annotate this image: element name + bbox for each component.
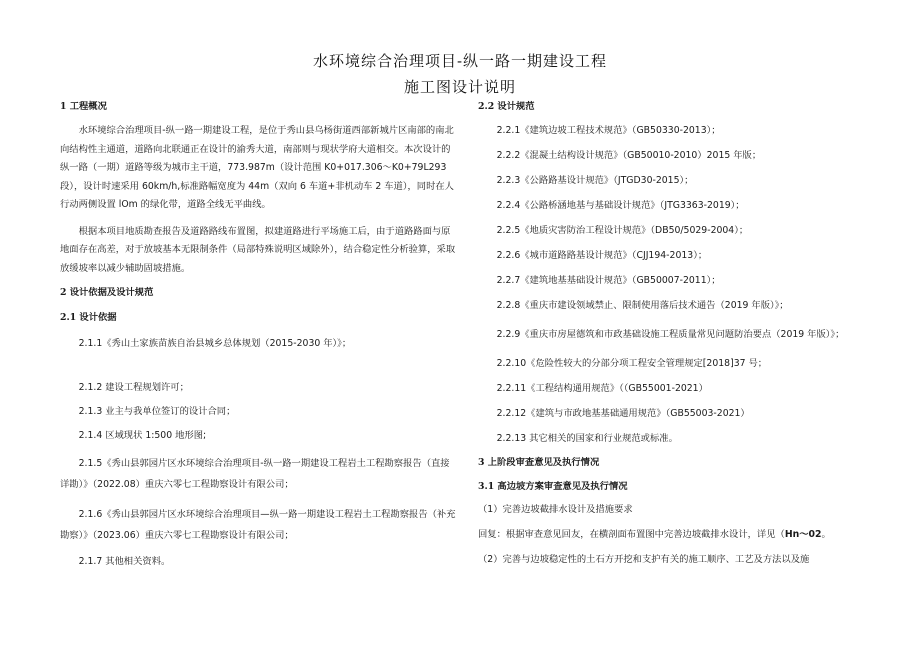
- list-item: 2.1.1《秀山土家族苗族自治县城乡总体规划（2015-2030 年）》；: [78, 338, 352, 349]
- list-item: 2.2.3《公路路基设计规范》（JTGD30-2015）；: [496, 175, 694, 186]
- list-item: 2.1.4 区域现状 1:500 地形图;: [78, 430, 207, 441]
- list-item: 2.2.4《公路桥涵地基与基础设计规范》（JTG3363-2019）；: [496, 200, 745, 211]
- document-subtitle: 施工图设计说明: [403, 78, 516, 96]
- review-reply-end: 。: [821, 529, 831, 540]
- document-title: 水环境综合治理项目-纵一路一期建设工程: [312, 52, 608, 70]
- list-item: 2.2.13 其它相关的国家和行业规范或标准。: [496, 433, 678, 444]
- review-item-1: （1）完善边坡截排水设计及措施要求: [478, 504, 633, 515]
- list-item: 2.2.8《重庆市建设领域禁止、限制使用落后技术通告（2019 年版）》；: [496, 300, 789, 311]
- list-item: 2.2.9《重庆市房屋德筑和市政基础设施工程质量常见问题防治要点（2019 年版）》；: [496, 329, 845, 340]
- list-item: 2.2.5《地质灾害防治工程设计规范》（DB50/5029-2004）；: [496, 225, 749, 236]
- section-3-1-heading: 3.1 高边坡方案审查意见及执行情况: [478, 481, 628, 492]
- right-column: [478, 100, 878, 567]
- review-reply: [478, 525, 878, 545]
- drawing-reference: Hn～02: [784, 529, 822, 540]
- section-2-2-heading: 2.2 设计规范: [478, 101, 535, 112]
- list-item: 2.2.7《建筑地基基础设计规范》（GB50007-2011）；: [496, 275, 721, 286]
- list-item: 2.2.6《城市道路路基设计规范》（CJJ194-2013）；: [496, 250, 708, 261]
- review-item-2: （2）完善与边坡稳定性的土石方开挖和支护有关的施工顺序、工艺及方法以及施: [478, 554, 810, 565]
- section-1-heading: 1 工程概况: [60, 101, 107, 112]
- section-3-heading: 3 上阶段审查意见及执行情况: [478, 457, 600, 468]
- left-column: [60, 100, 458, 569]
- section-1-paragraph-2: 根据本项目地质勘查报告及道路路线布置图，拟建道路进行平场施工后，由于道路路面与原地面存在高差，对于放坡基本无限制条件（局部特殊说明区域除外），结合稳定性分析验算，采取放缓坡率以减少辅助固坡措施。: [60, 225, 456, 274]
- list-item: 2.2.12《建筑与市政地基基础通用规范》（GB55003-2021）: [496, 408, 750, 419]
- section-2-heading: 2 设计依据及设计规范: [60, 287, 154, 298]
- list-item: 2.1.7 其他相关资料。: [78, 556, 171, 567]
- list-item: 2.2.10《危险性较大的分部分项工程安全管理规定[2018]37 号；: [496, 358, 768, 369]
- list-item: 2.2.11《工程结构通用规范》（（GB55001-2021）: [496, 383, 708, 394]
- review-reply-text: 回复：根据审查意见回友，在横剖面布置图中完善边坡截排水设计，详见（: [478, 529, 785, 540]
- list-item: 2.1.5《秀山县郭园片区水环境综合治理项目-纵一路一期建设工程岩土工程勘察报告（直接详勘）》（2022.08）重庆六零七工程勘察设计有限公司；: [60, 458, 450, 490]
- section-2-1-heading: 2.1 设计依据: [60, 312, 117, 323]
- list-item: 2.2.1《建筑边坡工程技术规范》（GB50330-2013）；: [496, 125, 721, 136]
- list-item: 2.2.2《混凝土结构设计规范》（GB50010-2010）2015 年版；: [496, 150, 762, 161]
- list-item: 2.1.3 业主与我单位签订的设计合同；: [78, 406, 236, 417]
- list-item: 2.1.2 建设工程规划许可；: [78, 382, 189, 393]
- list-item: 2.1.6《秀山县郭园片区水环境综合治理项目—纵一路一期建设工程岩土工程勘察报告（补充勘察）》（2023.06）重庆六零七工程勘察设计有限公司；: [60, 509, 456, 541]
- section-1-paragraph-1: 水环境综合治理项目-纵一路一期建设工程，是位于秀山县乌杨街道西部新城片区南部的南北向结构性主通道，道路向北联通正在设计的渝秀大道，南部则与现状学府大道相交。本次设计的纵一路（一期）道路等级为城市主干道，773.987m（设计范围 K0+017.306～K0+79L293 段），设计时速采用 60km/h,标准路幅宽度为 44m（双向 6 车道+非机动车 2 车道），同时在人行动两侧设置 lOm 的绿化带，道路全线无平曲线。: [60, 125, 454, 210]
